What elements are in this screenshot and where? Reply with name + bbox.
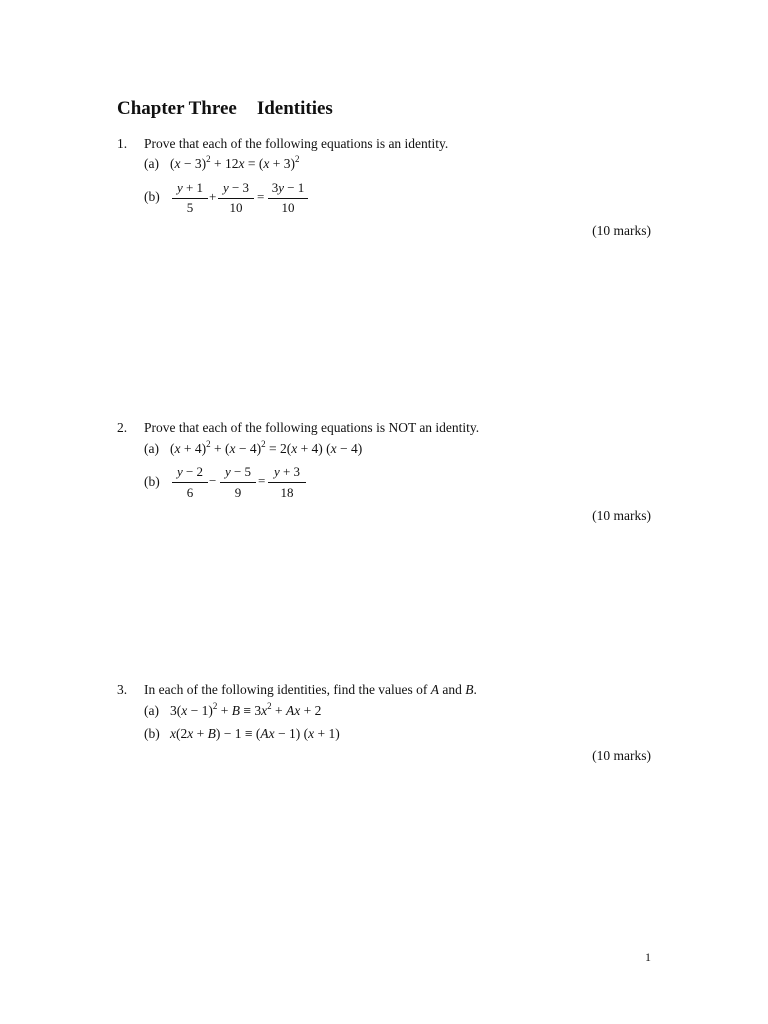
chapter-topic: Identities (256, 98, 333, 119)
numerator: y − 2 (176, 464, 204, 479)
denominator: 18 (280, 485, 294, 500)
chapter-label: Chapter Three (117, 98, 237, 119)
fraction-bar (268, 198, 308, 199)
denominator: 9 (234, 485, 242, 500)
numerator: y + 3 (273, 464, 301, 479)
denominator: 6 (186, 485, 194, 500)
question-prompt: Prove that each of the following equations is NOT an identity. (144, 420, 480, 435)
part-expression: $3(x - 1)^2 + B \equiv 3x^2 + Ax + 2$ (170, 701, 322, 718)
denominator: 5 (186, 200, 194, 215)
denominator: 10 (229, 200, 243, 215)
page-number: 1 (645, 950, 651, 964)
part-label: (a) (144, 156, 159, 171)
question-number: 2. (117, 420, 128, 435)
marks-label: (10 marks) (592, 748, 651, 763)
equals-sign: = (257, 189, 265, 204)
marks-label: (10 marks) (592, 508, 651, 523)
part-label: (a) (144, 441, 159, 456)
chapter-title (117, 98, 333, 120)
numerator: 3y − 1 (271, 180, 305, 195)
part-label: (a) (144, 703, 159, 718)
numerator: y − 3 (222, 180, 250, 195)
question-prompt: In each of the following identities, find the values of A and B. (144, 682, 477, 697)
fraction-bar (218, 198, 254, 199)
part-expression: $(x + 4)^2 + (x - 4)^2 = 2(x + 4)$ (x − 4) (170, 439, 363, 456)
part-label: (b) (144, 726, 160, 741)
question-number: 3. (117, 682, 128, 697)
part-label: (b) (144, 474, 160, 489)
minus-sign: − (209, 473, 217, 488)
part-expression: $(x - 3)^2 + 12x = (x + 3)^2$ (170, 154, 300, 171)
part-label: (b) (144, 189, 160, 204)
denominator: 10 (281, 200, 295, 215)
fraction-bar (172, 198, 208, 199)
fraction-bar (268, 482, 306, 483)
plus-sign: + (209, 189, 217, 204)
question-prompt: Prove that each of the following equations is an identity. (144, 136, 449, 151)
question-number: 1. (117, 136, 128, 151)
fraction-bar (172, 482, 208, 483)
fraction-bar (220, 482, 256, 483)
numerator: y − 5 (224, 464, 252, 479)
marks-label: (10 marks) (592, 223, 651, 238)
part-expression: x(2x + B) − 1 ≡ (Ax − 1) (x + 1) (170, 726, 340, 741)
numerator: y + 1 (176, 180, 204, 195)
equals-sign: = (258, 473, 266, 488)
